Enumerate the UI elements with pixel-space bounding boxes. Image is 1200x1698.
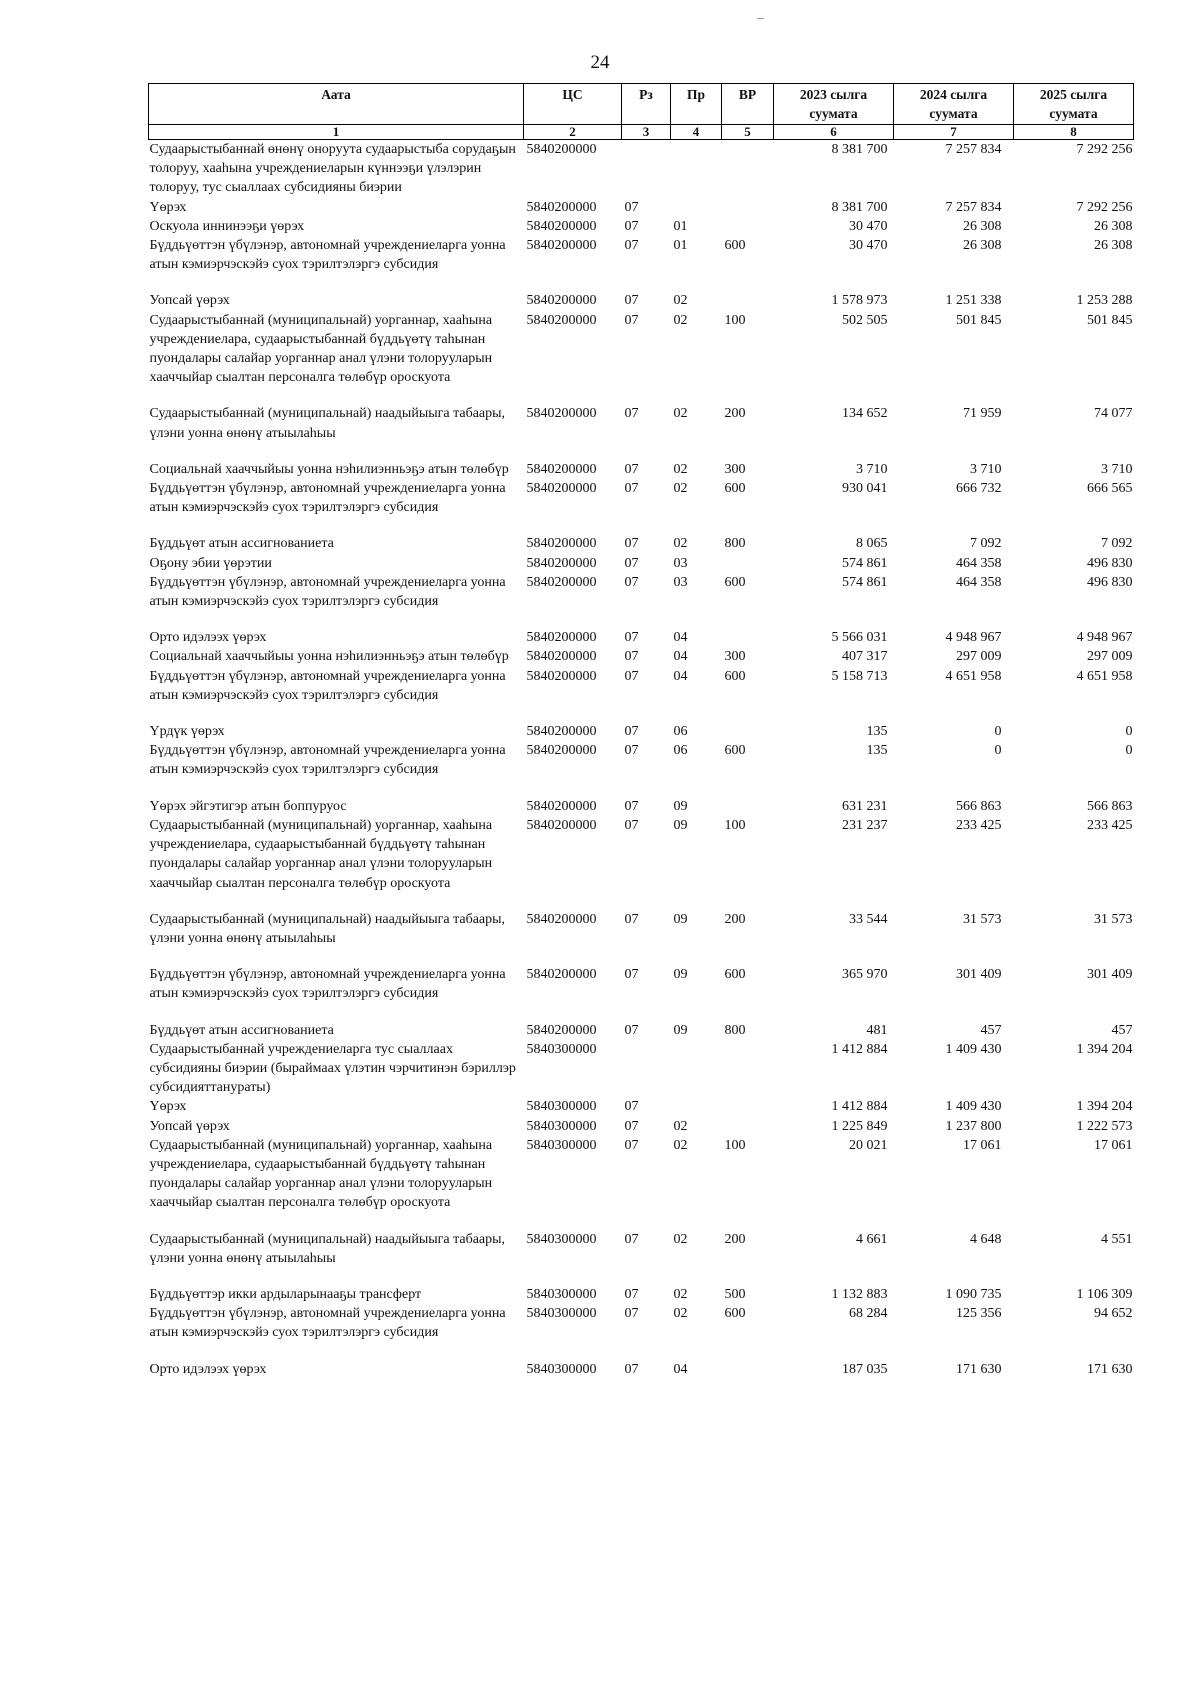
row-pr-code: 02 xyxy=(673,1137,688,1153)
row-rz-code xyxy=(622,140,671,198)
row-amount-2024: 666 732 xyxy=(956,481,1002,497)
row-amount-2024: 1 090 735 xyxy=(945,1286,1002,1302)
row-amount-2025: 233 425 xyxy=(1087,817,1133,833)
row-rz-code xyxy=(622,1040,671,1098)
row-name: Үөрэх xyxy=(149,199,187,215)
column-number: 3 xyxy=(622,125,671,140)
header-2025: 2025 сылга суумата xyxy=(1014,84,1134,125)
budget-table-container xyxy=(148,83,1133,1379)
row-rz-code: 07 xyxy=(624,1118,639,1134)
row-cs-code: 5840300000 xyxy=(526,1286,597,1302)
row-rz-code: 07 xyxy=(624,817,639,833)
row-name: Үөрэх эйгэтигэр атын боппуруос xyxy=(149,798,347,814)
row-amount-2023: 574 861 xyxy=(842,555,888,571)
row-name: Уопсай үөрэх xyxy=(149,293,230,309)
row-rz-code: 07 xyxy=(624,911,639,927)
header-cs: ЦС xyxy=(524,84,622,125)
row-cs-code: 5840300000 xyxy=(526,1231,597,1247)
header-aata: Аата xyxy=(149,84,524,125)
row-cs-code: 5840200000 xyxy=(526,967,597,983)
row-amount-2025: 17 061 xyxy=(1094,1137,1133,1153)
row-amount-2025: 4 551 xyxy=(1101,1231,1133,1247)
table-row xyxy=(149,1360,1134,1379)
table-row xyxy=(149,965,1134,1020)
row-rz-code: 07 xyxy=(624,218,639,234)
row-cs-code: 5840200000 xyxy=(526,142,597,157)
row-name: Бүддьүөттэн үбүлэнэр, автономнай учреждениеларга уонна атын кэмиэрчэскэйэ суох тэрилтэлэргэ субсидия xyxy=(149,481,506,516)
row-vr-code xyxy=(722,722,774,741)
row-rz-code: 07 xyxy=(624,724,639,740)
row-name: Судаарыстыбаннай учреждениеларга тус сыаллаах субсидияны биэрии (быраймаах үлэтин чэрчитинэн бэриллэр субсидияттанураты) xyxy=(149,1041,516,1096)
row-vr-code: 200 xyxy=(724,406,746,422)
table-row xyxy=(149,797,1134,816)
row-amount-2025: 1 253 288 xyxy=(1076,293,1133,309)
row-amount-2024: 4 651 958 xyxy=(945,668,1002,684)
row-amount-2023: 187 035 xyxy=(842,1361,888,1377)
row-amount-2023: 1 225 849 xyxy=(831,1118,888,1134)
row-amount-2024: 501 845 xyxy=(956,312,1002,328)
row-amount-2023: 231 237 xyxy=(842,817,888,833)
row-amount-2023: 8 065 xyxy=(856,536,888,552)
table-row xyxy=(149,741,1134,796)
row-pr-code: 02 xyxy=(673,1306,688,1322)
row-name: Бүддьүөттэр икки ардыларынааҕы трансферт xyxy=(149,1286,422,1302)
row-rz-code: 07 xyxy=(624,461,639,477)
row-vr-code: 600 xyxy=(724,238,746,254)
row-vr-code xyxy=(722,628,774,647)
table-row xyxy=(149,404,1134,459)
row-name: Бүддьүөттэн үбүлэнэр, автономнай учреждениеларга уонна атын кэмиэрчэскэйэ суох тэрилтэлэргэ субсидия xyxy=(149,743,506,778)
column-number: 7 xyxy=(894,125,1014,140)
table-row xyxy=(149,1117,1134,1136)
row-amount-2024: 297 009 xyxy=(956,649,1002,665)
row-pr-code: 04 xyxy=(673,630,688,646)
row-rz-code: 07 xyxy=(624,630,639,646)
row-amount-2025: 26 308 xyxy=(1094,218,1133,234)
column-number: 4 xyxy=(671,125,722,140)
table-row xyxy=(149,1230,1134,1285)
row-amount-2024: 125 356 xyxy=(956,1306,1002,1322)
row-cs-code: 5840200000 xyxy=(526,406,597,422)
row-rz-code: 07 xyxy=(624,668,639,684)
row-amount-2025: 94 652 xyxy=(1094,1306,1133,1322)
row-name: Бүддьүөттэн үбүлэнэр, автономнай учреждениеларга уонна атын кэмиэрчэскэйэ суох тэрилтэлэргэ субсидия xyxy=(149,668,506,703)
row-pr-code: 04 xyxy=(673,668,688,684)
table-row xyxy=(149,1285,1134,1304)
row-pr-code: 06 xyxy=(673,743,688,759)
row-amount-2025: 7 292 256 xyxy=(1076,142,1133,157)
scan-mark xyxy=(757,18,764,19)
row-amount-2025: 1 394 204 xyxy=(1076,1041,1133,1057)
table-row xyxy=(149,816,1134,910)
row-amount-2024: 1 409 430 xyxy=(945,1041,1002,1057)
header-2024: 2024 сылга суумата xyxy=(894,84,1014,125)
row-cs-code: 5840300000 xyxy=(526,1361,597,1377)
row-name: Социальнай хааччыйыы уонна нэһилиэнньэҕэ атын төлөбүр xyxy=(149,461,509,477)
row-pr-code: 02 xyxy=(673,406,688,422)
row-rz-code: 07 xyxy=(624,406,639,422)
row-vr-code xyxy=(722,1097,774,1116)
row-rz-code: 07 xyxy=(624,199,639,215)
row-amount-2024: 3 710 xyxy=(970,461,1002,477)
row-vr-code: 500 xyxy=(724,1286,746,1302)
row-amount-2025: 496 830 xyxy=(1087,574,1133,590)
row-amount-2024: 1 251 338 xyxy=(945,293,1002,309)
row-pr-code: 09 xyxy=(673,911,688,927)
table-header xyxy=(149,84,1134,140)
table-row xyxy=(149,1304,1134,1359)
table-row xyxy=(149,647,1134,666)
row-name: Бүддьүөттэн үбүлэнэр, автономнай учреждениеларга уонна атын кэмиэрчэскэйэ суох тэрилтэлэргэ субсидия xyxy=(149,967,506,1002)
row-amount-2024: 31 573 xyxy=(963,911,1002,927)
column-number: 5 xyxy=(722,125,774,140)
row-cs-code: 5840300000 xyxy=(526,1099,597,1115)
row-amount-2024: 0 xyxy=(994,724,1002,740)
row-amount-2025: 301 409 xyxy=(1087,967,1133,983)
table-row xyxy=(149,1097,1134,1116)
table-row xyxy=(149,217,1134,236)
row-amount-2023: 33 544 xyxy=(849,911,888,927)
row-vr-code: 600 xyxy=(724,481,746,497)
row-amount-2023: 4 661 xyxy=(856,1231,888,1247)
row-rz-code: 07 xyxy=(624,481,639,497)
row-name: Судаарыстыбаннай өнөнү оноруута судаарыстыба сорудаҕын толоруу, хааһына учреждениеларын күннээҕи үлэлэрин толоруу, тус сыаллаах субсидияны биэрии xyxy=(149,142,516,196)
row-vr-code xyxy=(722,291,774,310)
row-pr-code: 03 xyxy=(673,555,688,571)
row-vr-code xyxy=(722,554,774,573)
column-number: 6 xyxy=(774,125,894,140)
row-cs-code: 5840200000 xyxy=(526,668,597,684)
row-cs-code: 5840200000 xyxy=(526,574,597,590)
row-rz-code: 07 xyxy=(624,1286,639,1302)
row-vr-code: 100 xyxy=(724,312,746,328)
row-cs-code: 5840200000 xyxy=(526,630,597,646)
row-pr-code: 04 xyxy=(673,649,688,665)
row-amount-2025: 4 651 958 xyxy=(1076,668,1133,684)
row-amount-2024: 4 948 967 xyxy=(945,630,1002,646)
row-amount-2024: 7 257 834 xyxy=(945,142,1002,157)
page-number: 24 xyxy=(590,52,610,73)
row-vr-code xyxy=(722,797,774,816)
row-cs-code: 5840200000 xyxy=(526,481,597,497)
row-amount-2023: 1 132 883 xyxy=(831,1286,888,1302)
table-row xyxy=(149,554,1134,573)
row-rz-code: 07 xyxy=(624,1137,639,1153)
row-amount-2023: 930 041 xyxy=(842,481,888,497)
row-rz-code: 07 xyxy=(624,574,639,590)
row-pr-code: 04 xyxy=(673,1361,688,1377)
table-row xyxy=(149,722,1134,741)
row-pr-code: 09 xyxy=(673,967,688,983)
row-pr-code: 03 xyxy=(673,574,688,590)
row-amount-2023: 502 505 xyxy=(842,312,888,328)
row-amount-2025: 501 845 xyxy=(1087,312,1133,328)
row-amount-2023: 134 652 xyxy=(842,406,888,422)
row-name: Бүддьүөттэн үбүлэнэр, автономнай учреждениеларга уонна атын кэмиэрчэскэйэ суох тэрилтэлэргэ субсидия xyxy=(149,1306,506,1341)
row-amount-2024: 464 358 xyxy=(956,574,1002,590)
table-row xyxy=(149,667,1134,722)
row-amount-2025: 666 565 xyxy=(1087,481,1133,497)
row-amount-2025: 7 292 256 xyxy=(1076,199,1133,215)
row-amount-2025: 74 077 xyxy=(1094,406,1133,422)
table-row xyxy=(149,140,1134,198)
row-cs-code: 5840200000 xyxy=(526,1022,597,1038)
row-amount-2024: 171 630 xyxy=(956,1361,1002,1377)
row-amount-2025: 1 394 204 xyxy=(1076,1099,1133,1115)
row-name: Судаарыстыбаннай (муниципальнай) наадыйыыга табаары, үлэни уонна өнөнү атыылаһыы xyxy=(149,406,506,441)
row-name: Судаарыстыбаннай (муниципальнай) уорганнар, хааһына учреждениелара, судаарыстыбаннай бүддьүөтү таһынан пуондалары салайар уорганнар анал үлэни толорууларын хааччыйар сыалтан персоналга төлөбүр ороскуота xyxy=(149,817,493,891)
row-amount-2023: 68 284 xyxy=(849,1306,888,1322)
row-amount-2023: 5 158 713 xyxy=(831,668,888,684)
row-cs-code: 5840200000 xyxy=(526,817,597,833)
row-pr-code xyxy=(671,198,722,217)
row-amount-2023: 3 710 xyxy=(856,461,888,477)
row-name: Бүддьүөт атын ассигнованиета xyxy=(149,536,334,552)
row-pr-code xyxy=(671,1040,722,1098)
header-pr: Пр xyxy=(671,84,722,125)
row-amount-2023: 1 412 884 xyxy=(831,1041,888,1057)
row-rz-code: 07 xyxy=(624,649,639,665)
row-amount-2024: 4 648 xyxy=(970,1231,1002,1247)
row-name: Оҕону эбии үөрэтии xyxy=(149,555,272,571)
row-rz-code: 07 xyxy=(624,798,639,814)
row-pr-code: 01 xyxy=(673,218,688,234)
row-pr-code: 02 xyxy=(673,312,688,328)
row-amount-2023: 407 317 xyxy=(842,649,888,665)
row-vr-code: 600 xyxy=(724,668,746,684)
row-amount-2023: 5 566 031 xyxy=(831,630,888,646)
row-amount-2025: 3 710 xyxy=(1101,461,1133,477)
row-name: Судаарыстыбаннай (муниципальнай) наадыйыыга табаары, үлэни уонна өнөнү атыылаһыы xyxy=(149,1231,506,1266)
row-cs-code: 5840200000 xyxy=(526,743,597,759)
row-amount-2023: 1 578 973 xyxy=(831,293,888,309)
row-vr-code: 200 xyxy=(724,911,746,927)
row-pr-code: 02 xyxy=(673,481,688,497)
row-amount-2025: 0 xyxy=(1125,724,1133,740)
row-pr-code: 02 xyxy=(673,1118,688,1134)
row-vr-code: 800 xyxy=(724,536,746,552)
row-amount-2025: 0 xyxy=(1125,743,1133,759)
header-vr: ВР xyxy=(722,84,774,125)
row-vr-code: 600 xyxy=(724,1306,746,1322)
row-vr-code: 600 xyxy=(724,574,746,590)
row-amount-2025: 1 222 573 xyxy=(1076,1118,1133,1134)
row-amount-2023: 365 970 xyxy=(842,967,888,983)
row-amount-2024: 464 358 xyxy=(956,555,1002,571)
row-amount-2025: 1 106 309 xyxy=(1076,1286,1133,1302)
row-name: Уопсай үөрэх xyxy=(149,1118,230,1134)
row-cs-code: 5840200000 xyxy=(526,555,597,571)
table-row xyxy=(149,1021,1134,1040)
row-amount-2023: 135 xyxy=(866,743,888,759)
row-pr-code: 06 xyxy=(673,724,688,740)
row-cs-code: 5840200000 xyxy=(526,724,597,740)
row-rz-code: 07 xyxy=(624,1231,639,1247)
row-rz-code: 07 xyxy=(624,293,639,309)
row-rz-code: 07 xyxy=(624,1361,639,1377)
row-amount-2023: 8 381 700 xyxy=(831,142,888,157)
row-amount-2025: 4 948 967 xyxy=(1076,630,1133,646)
table-row xyxy=(149,311,1134,405)
row-amount-2024: 1 409 430 xyxy=(945,1099,1002,1115)
table-row xyxy=(149,479,1134,534)
row-cs-code: 5840200000 xyxy=(526,293,597,309)
row-cs-code: 5840200000 xyxy=(526,218,597,234)
row-pr-code: 09 xyxy=(673,817,688,833)
row-cs-code: 5840300000 xyxy=(526,1041,597,1057)
row-name: Судаарыстыбаннай (муниципальнай) уорганнар, хааһына учреждениелара, судаарыстыбаннай бүддьүөтү таһынан пуондалары салайар уорганнар анал үлэни толорууларын хааччыйар сыалтан персоналга төлөбүр ороскуота xyxy=(149,312,493,386)
column-number: 2 xyxy=(524,125,622,140)
row-vr-code: 200 xyxy=(724,1231,746,1247)
row-pr-code: 02 xyxy=(673,293,688,309)
row-name: Бүддьүөттэн үбүлэнэр, автономнай учреждениеларга уонна атын кэмиэрчэскэйэ суох тэрилтэлэргэ субсидия xyxy=(149,238,506,273)
row-name: Үрдүк үөрэх xyxy=(149,724,225,740)
row-rz-code: 07 xyxy=(624,967,639,983)
row-amount-2024: 26 308 xyxy=(963,238,1002,254)
row-amount-2025: 171 630 xyxy=(1087,1361,1133,1377)
row-amount-2024: 301 409 xyxy=(956,967,1002,983)
row-pr-code xyxy=(671,140,722,198)
row-name: Оскуола иннинээҕи үөрэх xyxy=(149,218,305,234)
row-pr-code: 09 xyxy=(673,798,688,814)
row-amount-2024: 7 092 xyxy=(970,536,1002,552)
row-pr-code: 02 xyxy=(673,536,688,552)
row-vr-code xyxy=(722,1117,774,1136)
column-number: 8 xyxy=(1014,125,1134,140)
row-pr-code: 02 xyxy=(673,1286,688,1302)
row-amount-2024: 566 863 xyxy=(956,798,1002,814)
table-row xyxy=(149,1136,1134,1230)
row-amount-2023: 631 231 xyxy=(842,798,888,814)
row-amount-2024: 26 308 xyxy=(963,218,1002,234)
row-name: Судаарыстыбаннай (муниципальнай) наадыйыыга табаары, үлэни уонна өнөнү атыылаһыы xyxy=(149,911,506,946)
row-rz-code: 07 xyxy=(624,536,639,552)
row-amount-2025: 31 573 xyxy=(1094,911,1133,927)
row-cs-code: 5840200000 xyxy=(526,911,597,927)
row-amount-2024: 71 959 xyxy=(963,406,1002,422)
row-cs-code: 5840200000 xyxy=(526,649,597,665)
row-amount-2023: 8 381 700 xyxy=(831,199,888,215)
row-name: Үөрэх xyxy=(149,1099,187,1115)
row-vr-code: 800 xyxy=(724,1022,746,1038)
table-row xyxy=(149,910,1134,965)
row-amount-2023: 574 861 xyxy=(842,574,888,590)
row-vr-code: 300 xyxy=(724,461,746,477)
row-cs-code: 5840200000 xyxy=(526,312,597,328)
table-row xyxy=(149,628,1134,647)
row-amount-2023: 30 470 xyxy=(849,238,888,254)
row-pr-code xyxy=(671,1097,722,1116)
row-name: Орто идэлээх үөрэх xyxy=(149,630,267,646)
row-vr-code: 600 xyxy=(724,967,746,983)
table-row xyxy=(149,198,1134,217)
row-rz-code: 07 xyxy=(624,1099,639,1115)
row-cs-code: 5840200000 xyxy=(526,199,597,215)
row-vr-code xyxy=(722,140,774,198)
row-name: Судаарыстыбаннай (муниципальнай) уорганнар, хааһына учреждениелара, судаарыстыбаннай бүддьүөтү таһынан пуондалары салайар уорганнар анал үлэни толорууларын хааччыйар сыалтан персоналга төлөбүр ороскуота xyxy=(149,1137,493,1211)
row-amount-2025: 297 009 xyxy=(1087,649,1133,665)
row-vr-code xyxy=(722,217,774,236)
row-rz-code: 07 xyxy=(624,1306,639,1322)
row-vr-code: 100 xyxy=(724,817,746,833)
row-amount-2025: 457 xyxy=(1111,1022,1133,1038)
row-vr-code: 100 xyxy=(724,1137,746,1153)
row-cs-code: 5840200000 xyxy=(526,536,597,552)
table-row xyxy=(149,236,1134,291)
row-amount-2024: 17 061 xyxy=(963,1137,1002,1153)
table-body xyxy=(149,140,1134,1379)
row-vr-code xyxy=(722,1360,774,1379)
row-rz-code: 07 xyxy=(624,743,639,759)
row-cs-code: 5840200000 xyxy=(526,238,597,254)
row-amount-2023: 20 021 xyxy=(849,1137,888,1153)
row-rz-code: 07 xyxy=(624,555,639,571)
row-rz-code: 07 xyxy=(624,1022,639,1038)
row-name: Бүддьүөт атын ассигнованиета xyxy=(149,1022,334,1038)
row-rz-code: 07 xyxy=(624,238,639,254)
table-row xyxy=(149,291,1134,310)
row-pr-code: 09 xyxy=(673,1022,688,1038)
row-amount-2024: 7 257 834 xyxy=(945,199,1002,215)
row-amount-2023: 1 412 884 xyxy=(831,1099,888,1115)
row-vr-code: 600 xyxy=(724,743,746,759)
row-amount-2025: 566 863 xyxy=(1087,798,1133,814)
column-number: 1 xyxy=(149,125,524,140)
row-vr-code xyxy=(722,1040,774,1098)
header-2023: 2023 сылга суумата xyxy=(774,84,894,125)
row-amount-2024: 0 xyxy=(994,743,1002,759)
row-amount-2024: 233 425 xyxy=(956,817,1002,833)
row-name: Социальнай хааччыйыы уонна нэһилиэнньэҕэ атын төлөбүр xyxy=(149,649,509,665)
row-cs-code: 5840200000 xyxy=(526,461,597,477)
row-cs-code: 5840300000 xyxy=(526,1137,597,1153)
row-pr-code: 02 xyxy=(673,1231,688,1247)
row-amount-2025: 26 308 xyxy=(1094,238,1133,254)
table-row xyxy=(149,534,1134,553)
row-amount-2023: 30 470 xyxy=(849,218,888,234)
row-rz-code: 07 xyxy=(624,312,639,328)
header-rz: Рз xyxy=(622,84,671,125)
row-amount-2023: 135 xyxy=(866,724,888,740)
row-amount-2025: 7 092 xyxy=(1101,536,1133,552)
row-cs-code: 5840200000 xyxy=(526,798,597,814)
row-amount-2024: 457 xyxy=(980,1022,1002,1038)
budget-table xyxy=(148,83,1134,1379)
row-vr-code xyxy=(722,198,774,217)
row-amount-2023: 481 xyxy=(866,1022,888,1038)
table-row xyxy=(149,460,1134,479)
row-pr-code: 02 xyxy=(673,461,688,477)
table-row xyxy=(149,1040,1134,1098)
row-pr-code: 01 xyxy=(673,238,688,254)
row-vr-code: 300 xyxy=(724,649,746,665)
row-cs-code: 5840300000 xyxy=(526,1118,597,1134)
row-name: Орто идэлээх үөрэх xyxy=(149,1361,267,1377)
row-cs-code: 5840300000 xyxy=(526,1306,597,1322)
row-amount-2025: 496 830 xyxy=(1087,555,1133,571)
row-amount-2024: 1 237 800 xyxy=(945,1118,1002,1134)
table-row xyxy=(149,573,1134,628)
row-name: Бүддьүөттэн үбүлэнэр, автономнай учреждениеларга уонна атын кэмиэрчэскэйэ суох тэрилтэлэргэ субсидия xyxy=(149,574,506,610)
